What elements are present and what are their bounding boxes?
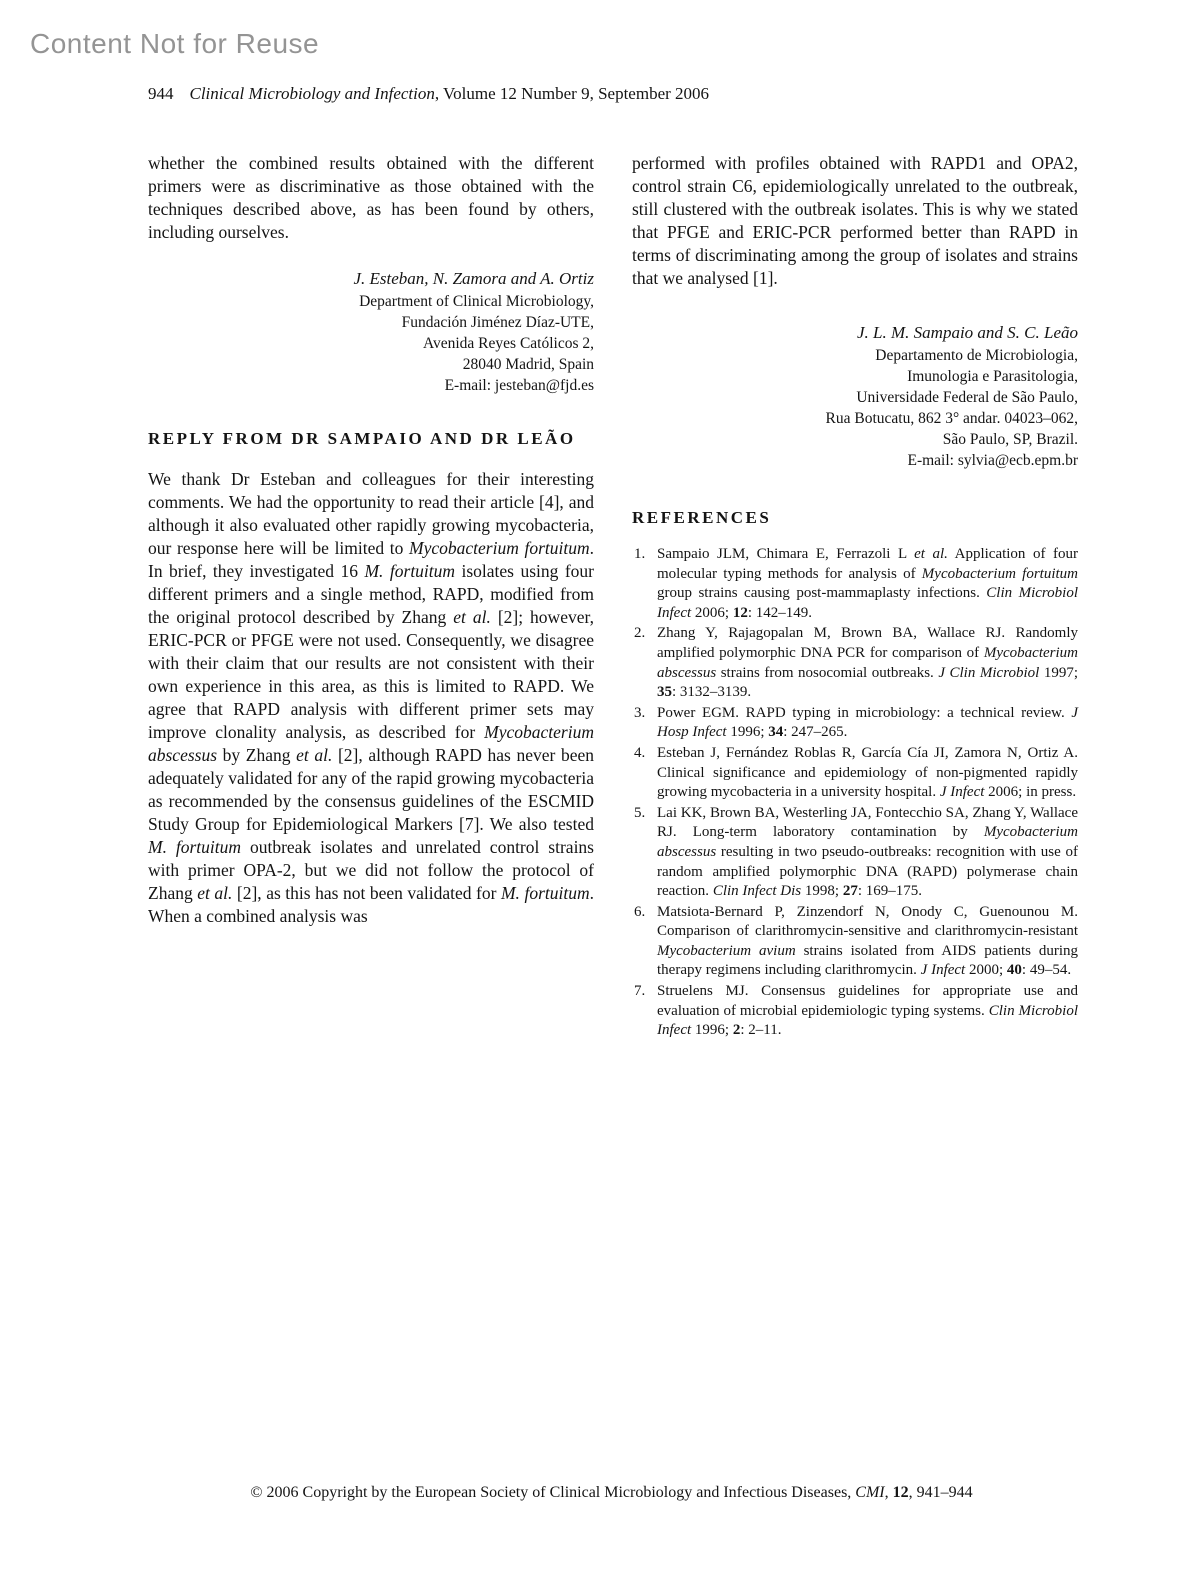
reference-text: Sampaio JLM, Chimara E, Ferrazoli L et al. Application of four molecular typing methods for analysis of Mycobacterium fortuitum group strains causing post-mammaplasty infections. Clin Microbiol Infect 2006; 12: 142–149.: [657, 546, 1079, 621]
left-column: [148, 152, 594, 1042]
reference-item: [632, 982, 1078, 1041]
reference-number: 6.: [634, 903, 646, 920]
reference-number: 1.: [634, 546, 646, 562]
reference-text: Struelens MJ. Consensus guidelines for appropriate use and evaluation of microbial epidemiologic typing systems. Clin Microbiol Infect 1996; 2: 2–11.: [657, 983, 1078, 1039]
reference-text: Zhang Y, Rajagopalan M, Brown BA, Wallace RJ. Randomly amplified polymorphic DNA PCR for comparison of Mycobacterium abscessus strains from nosocomial outbreaks. J Clin Microbiol 1997; 35: 3132–3139.: [657, 625, 1079, 701]
continuation-text: performed with profiles obtained with RAPD1 and OPA2, control strain C6, epidemiologically unrelated to the outbreak, still clustered with the outbreak isolates. This is why we stated that PFGE and ERIC-PCR performed better than RAPD in terms of discriminating among the group of isolates and strains that we analysed [1].: [632, 153, 1078, 288]
reference-item: [632, 903, 1078, 981]
signature-line: Avenida Reyes Católicos 2,: [422, 335, 594, 352]
right-column: [632, 152, 1078, 1042]
reference-number: 7.: [634, 983, 646, 1000]
reply-paragraph: We thank Dr Esteban and colleagues for their interesting comments. We had the opportunity to read their article [4], and although it also evaluated other rapidly growing mycobacteria, our response here will be limited to Mycobacterium fortuitum. In brief, they investigated 16 M. fortuitum isolates using four different primers and a single method, RAPD, modified from the original protocol described by Zhang et al. [2]; however, ERIC-PCR or PFGE were not used. Consequently, we disagree with their claim that our results are not consistent with their own experience in this area, as this is limited to RAPD. We agree that RAPD analysis with different primer sets may improve clonality analysis, as described for Mycobacterium abscessus by Zhang et al. [2], although RAPD has never been adequately validated for any of the rapid growing mycobacteria as recommended by the consensus guidelines of the ESCMID Study Group for Epidemiological Markers [7]. We also tested M. fortuitum outbreak isolates and unrelated control strains with primer OPA-2, but we did not follow the protocol of Zhang et al. [2], as this has not been validated for M. fortuitum. When a combined analysis was: [148, 469, 595, 926]
reference-number: 3.: [634, 704, 646, 721]
reference-item: [632, 624, 1078, 702]
page-header: [148, 84, 709, 104]
signature-line: 28040 Madrid, Spain: [462, 356, 594, 373]
reply-section-heading: REPLY FROM DR SAMPAIO AND DR LEÃO: [148, 429, 576, 448]
signature-line: São Paulo, SP, Brazil.: [942, 431, 1078, 448]
signature-block-esteban: [148, 268, 594, 396]
signature-line: Departamento de Microbiologia,: [875, 347, 1078, 364]
journal-citation-line: Clinical Microbiology and Infection, Volume 12 Number 9, September 2006: [189, 84, 710, 103]
reference-text: Lai KK, Brown BA, Westerling JA, Fontecchio SA, Zhang Y, Wallace RJ. Long-term laboratory contamination by Mycobacterium abscessus resulting in two pseudo-outbreaks: recognition with use of random amplified polymorphic DNA (RAPD) polymerase chain reaction. Clin Infect Dis 1998; 27: 169–175.: [657, 804, 1078, 900]
reference-text: Matsiota-Bernard P, Zinzendorf N, Onody C, Guenounou M. Comparison of clarithromycin-sensitive and clarithromycin-resistant Mycobacterium avium strains isolated from AIDS patients during therapy regimens including clarithromycin. J Infect 2000; 40: 49–54.: [657, 903, 1078, 979]
copyright-footer: © 2006 Copyright by the European Society of Clinical Microbiology and Infectious Diseases, CMI, 12, 941–944: [250, 1484, 973, 1501]
signature-block-sampaio: [632, 322, 1078, 471]
signature-line: Department of Clinical Microbiology,: [359, 293, 594, 310]
continuation-paragraph-right: [632, 152, 1078, 290]
signature-email: E-mail: sylvia@ecb.epm.br: [907, 452, 1078, 469]
signature-line: Universidade Federal de São Paulo,: [856, 389, 1078, 406]
signature-line: Imunologia e Parasitologia,: [907, 368, 1078, 385]
signature-authors: J. Esteban, N. Zamora and A. Ortiz: [353, 269, 594, 288]
reference-text: Esteban J, Fernández Roblas R, García Cía JI, Zamora N, Ortiz A. Clinical significance and epidemiology of non-pigmented rapidly growing mycobacteria in a university hospital. J Infect 2006; in press.: [657, 744, 1078, 801]
two-column-body: [148, 152, 1078, 1042]
signature-line: Rua Botucatu, 862 3° andar. 04023–062,: [825, 410, 1078, 427]
page-number: 944: [148, 84, 174, 103]
references-heading: REFERENCES: [632, 508, 772, 527]
reference-number: 4.: [634, 744, 646, 761]
reference-list: [632, 545, 1078, 1041]
reference-number: 2.: [634, 625, 646, 642]
reference-item: [632, 744, 1078, 803]
signature-line: Fundación Jiménez Díaz-UTE,: [401, 314, 594, 331]
signature-email: E-mail: jesteban@fjd.es: [444, 377, 594, 394]
reference-item: [632, 704, 1078, 743]
continuation-paragraph-left: whether the combined results obtained with the different primers were as discriminative as those obtained with the techniques described above, as has been found by others, including ourselves.: [148, 153, 594, 242]
reference-item: [632, 804, 1078, 902]
watermark-text: Content Not for Reuse: [30, 28, 320, 59]
reference-item: [632, 545, 1078, 623]
reference-number: 5.: [634, 804, 646, 821]
signature-authors: J. L. M. Sampaio and S. C. Leão: [857, 323, 1078, 342]
reference-text: Power EGM. RAPD typing in microbiology: a technical review. J Hosp Infect 1996; 34: 247–265.: [657, 704, 1078, 741]
